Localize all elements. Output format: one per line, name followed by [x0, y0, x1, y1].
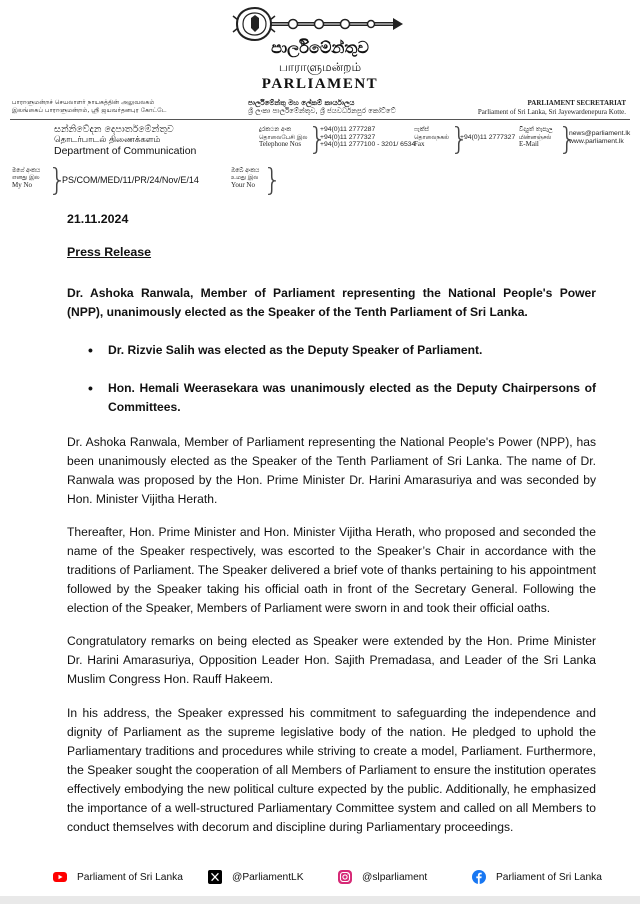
my-no-label-si: මගේ අංකය	[12, 168, 41, 174]
secretariat-english-line2: Parliament of Sri Lanka, Sri Jayewardenepura Kotte.	[477, 108, 626, 116]
highlights-list	[90, 341, 596, 417]
secretariat-sinhala-line2: ශ්‍රී ලංකා පාර්ලිමේන්තුව, ශ්‍රී ජයවර්ධනපුර කෝට්ටේ	[248, 107, 396, 115]
my-no-label-en: My No	[12, 181, 33, 189]
telephone-label-en: Telephone Nos	[259, 140, 302, 148]
fax-number[interactable]: +94(0)11 2777327	[460, 134, 516, 141]
facebook-icon	[471, 870, 486, 885]
department-tamil: தொடர்பாடல் திணைக்களம்	[54, 135, 161, 145]
letterhead-title-english: PARLIAMENT	[261, 76, 379, 92]
release-date: 21.11.2024	[67, 212, 129, 226]
social-footer	[0, 866, 640, 890]
your-no-label-si: ඔබේ අංකය	[231, 168, 260, 174]
telephone-label-si: දුරකථන අංක	[259, 126, 292, 133]
fax-label-en: Fax	[414, 140, 425, 148]
fax-label-si: ෆැක්ස්	[414, 126, 429, 133]
page-bottom-bar	[0, 896, 640, 904]
youtube-icon	[52, 870, 67, 885]
lead-statement: Dr. Ashoka Ranwala, Member of Parliament representing the National People's Power (NPP), unanimously elected as the Speaker of the Tenth Parliament of Sri Lanka.	[67, 286, 596, 319]
your-no-label-ta: உமது இல	[231, 175, 259, 181]
department-block	[54, 124, 196, 157]
my-no-brace: }	[48, 163, 68, 198]
secretariat-tamil-line1: பாராளுமன்றச் செயலாளர் நாயகத்தின் அலுவலகம்	[12, 99, 155, 106]
press-release-heading: Press Release	[67, 245, 152, 259]
email-label-si: විද්‍යුත් තැපැල	[519, 126, 553, 133]
paragraph-1: Dr. Ashoka Ranwala, Member of Parliament representing the National People's Power (NPP), has been unanimously elected as the Speaker of the Tenth Parliament of Sri Lanka. The name of Dr. Ranwala was proposed by the Hon. Prime Minister Dr. Harini Amarasuriya and was seconded by Hon. Minister Vijitha Herath.	[67, 435, 596, 506]
telephone-label	[259, 126, 308, 149]
footer-instagram-label: @slparliament	[362, 871, 428, 883]
email-label-en: E-Mail	[519, 140, 539, 148]
footer-facebook-label: Parliament of Sri Lanka	[496, 871, 602, 883]
paragraph-3: Congratulatory remarks on being elected as Speaker were extended by the Hon. Prime Minister Dr. Harini Amarasuriya, Opposition Leader Hon. Sajith Premadasa, and Leader of the Sri Lanka Muslim Congress Hon. Rauff Hakeem.	[67, 634, 596, 686]
letterhead-title-tamil: பாராளுமன்றம்	[278, 60, 362, 74]
fax-label-ta: தொலைநகல்	[414, 133, 450, 141]
telephone-brace: }	[308, 122, 328, 157]
letterhead-title-sinhala: පාර්ලිමේන්තුව	[271, 38, 369, 57]
email-label-ta: மின்னஞ்சல்	[519, 133, 552, 141]
footer-instagram[interactable]	[337, 866, 427, 888]
instagram-icon	[337, 870, 352, 885]
telephone-numbers	[320, 126, 415, 149]
secretariat-tamil	[12, 99, 167, 115]
telephone-3[interactable]: +94(0)11 2777100 - 3201/ 6534	[320, 141, 416, 149]
fax-label	[414, 126, 449, 149]
your-no-label-en: Your No	[231, 181, 255, 189]
telephone-label-ta: தொலைபேசி இல	[259, 133, 308, 141]
secretariat-sinhala-line1: පාර්ලිමේන්තු මහ ලේකම් කාර්යාලය	[248, 99, 355, 107]
email-link[interactable]: news@parliament.lk	[569, 130, 631, 137]
paragraph-4: In his address, the Speaker expressed his commitment to safeguarding the independence and dignity of Parliament as the supreme legislative body of the nation. He pledged to uphold the Parliamentary traditions and procedures while striving to create a model, Parliament. Furthermore, the Speaker sought the cooperation of all Members of Parliament to ensure the institution operates effectively embodying the new political culture expected by the public. Additionally, he emphasized the importance of a well-structured Parliamentary Committee system and called on all Members to conduct themselves with decorum and discipline during Parliamentary proceedings.	[67, 706, 596, 834]
footer-youtube[interactable]	[52, 866, 183, 888]
highlight-item: • Dr. Rizvie Salih was elected as the Deputy Speaker of Parliament.	[90, 341, 596, 360]
telephone-2[interactable]: +94(0)11 2777327	[320, 133, 376, 141]
footer-x-label: @ParliamentLK	[232, 871, 304, 883]
secretariat-english-line1: PARLIAMENT SECRETARIAT	[527, 99, 626, 107]
my-no-label-ta: எனது இல	[12, 175, 40, 181]
letterhead-divider	[10, 119, 630, 120]
x-icon	[207, 870, 222, 885]
paragraph-2: Thereafter, Hon. Prime Minister and Hon. Minister Vijitha Herath, who proposed and seconded the name of the Speaker respectively, was escorted to the Speaker’s Chair in accordance with the traditions of Parliament. The Speaker delivered a brief vote of thanks pertaining to his appointment followed by the Speaker taking his official oath in front of the Secretary General. Following the election of the Speaker, Members of Parliament were sworn in and took their official oaths.	[67, 525, 596, 615]
secretariat-sinhala	[248, 99, 396, 115]
footer-x[interactable]	[207, 866, 304, 888]
footer-facebook[interactable]	[471, 866, 602, 888]
email-label	[519, 126, 553, 149]
highlight-item: • Hon. Hemali Weerasekara was unanimously elected as the Deputy Chairpersons of Committees.	[90, 379, 596, 417]
telephone-1[interactable]: +94(0)11 2777287	[320, 126, 376, 133]
your-no-label	[231, 168, 259, 189]
my-no-value: PS/COM/MED/11/PR/24/Nov/E/14	[62, 175, 199, 185]
department-sinhala: සන්නිවේදන දෙපාර්තමේන්තුව	[54, 124, 174, 135]
email-block	[569, 130, 630, 145]
secretariat-tamil-line2: இலங்கைப் பாராளுமன்றம், ஸ்ரீ ஜயவர்தனபுர கோட்டே	[12, 107, 167, 114]
footer-youtube-label: Parliament of Sri Lanka	[77, 871, 183, 883]
secretariat-english	[478, 99, 626, 117]
my-no-label	[12, 168, 40, 189]
fax-brace: }	[450, 122, 470, 157]
website-link[interactable]: www.parliament.lk	[569, 137, 624, 145]
your-no-brace: }	[263, 163, 283, 198]
department-english: Department of Communication	[54, 145, 197, 157]
email-brace: }	[558, 122, 578, 157]
parliament-mace-emblem	[231, 6, 407, 42]
